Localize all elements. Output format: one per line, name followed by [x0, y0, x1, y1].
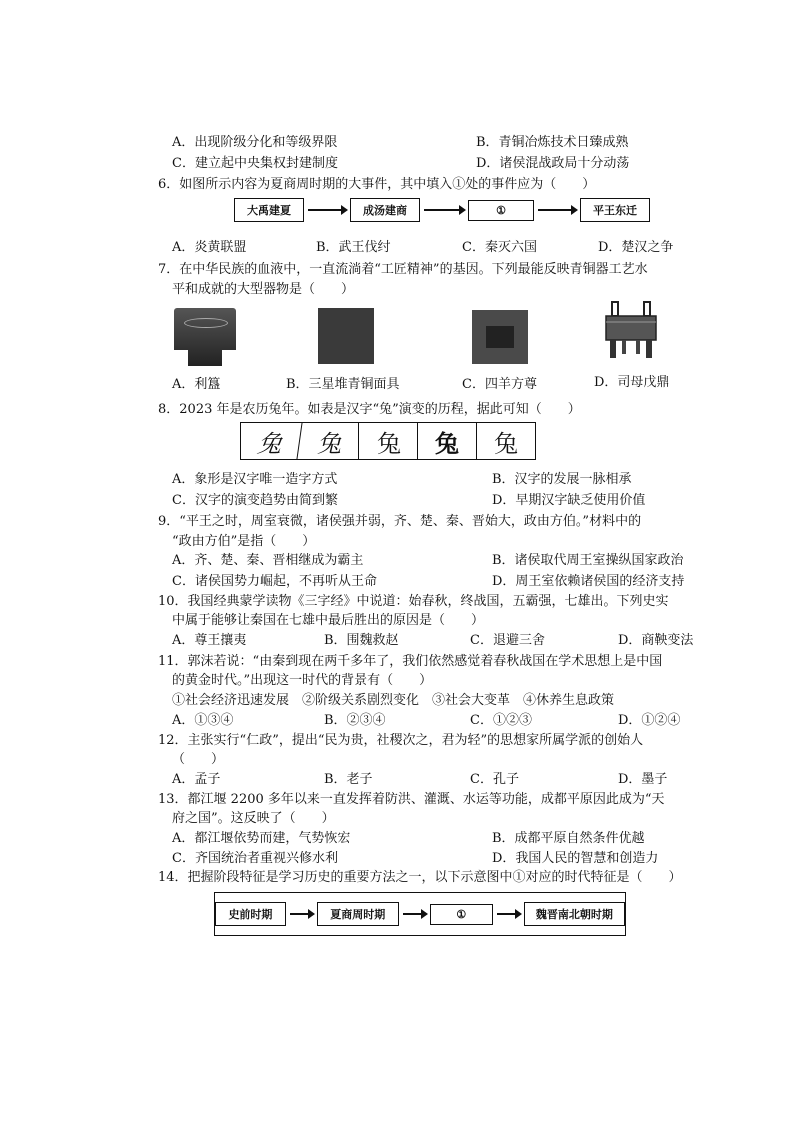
q13-option-a: A．都江堰依势而建，气势恢宏 — [172, 831, 351, 846]
q11-option-a: A．①③④ — [172, 713, 234, 728]
flow-box: 夏商周时期 — [317, 902, 399, 926]
q6-option-a: A．炎黄联盟 — [172, 240, 247, 255]
q11-items: ①社会经济迅速发展 ②阶级关系剧烈变化 ③社会大变革 ④休养生息政策 — [172, 693, 615, 708]
q12-option-d: D．墨子 — [618, 772, 668, 787]
q9-stem-line2: “政由方伯”是指（ ） — [172, 534, 316, 549]
arrow-icon — [403, 913, 426, 915]
q9-option-d: D．周王室依赖诸侯国的经济支持 — [492, 574, 685, 589]
arrow-icon — [538, 209, 576, 211]
q12-option-a: A．孟子 — [172, 772, 221, 787]
q11-stem-line1: 11．郭沫若说：“由秦到现在两千多年了，我们依然感觉着春秋战国在学术思想上是中国 — [158, 654, 663, 669]
rabbit-character-evolution-table — [240, 422, 536, 460]
flow-box: 成汤建商 — [350, 198, 420, 222]
q13-option-b: B．成都平原自然条件优越 — [492, 831, 645, 846]
flow-box: 大禹建夏 — [234, 198, 304, 222]
q12-stem-line1: 12．主张实行“仁政”，提出“民为贵，社稷次之，君为轻”的思想家所属学派的创始人 — [158, 733, 644, 748]
flow-box: ① — [430, 904, 493, 925]
q12-stem-line2: （ ） — [172, 752, 225, 767]
arrow-icon — [290, 913, 313, 915]
q13-stem-line1: 13．都江堰 2200 多年以来一直发挥着防洪、灌溉、水运等功能，成都平原因此成为“天 — [158, 792, 665, 807]
flow-box: 魏晋南北朝时期 — [524, 902, 625, 926]
simuwu-ding-image — [600, 298, 662, 360]
q11-option-b: B．②③④ — [324, 713, 386, 728]
q5-option-c: C．建立起中央集权封建制度 — [172, 156, 338, 171]
q8-option-d: D．早期汉字缺乏使用价值 — [492, 493, 646, 508]
ligui-bronze-vessel-image — [174, 308, 236, 366]
q14-stem: 14．把握阶段特征是学习历史的重要方法之一，以下示意图中①对应的时代特征是（ ） — [158, 870, 682, 885]
q13-option-d: D．我国人民的智慧和创造力 — [492, 851, 659, 866]
arrow-icon — [424, 209, 464, 211]
q7-stem-line2: 平和成就的大型器物是（ ） — [172, 282, 355, 297]
q10-option-d: D．商鞅变法 — [618, 633, 694, 648]
q7-option-a: A．利簋 — [172, 377, 221, 392]
clerical-script-glyph: 兔 — [418, 423, 477, 459]
flow-box: 史前时期 — [215, 902, 286, 926]
q7-option-c: C．四羊方尊 — [462, 377, 537, 392]
q5-option-d: D．诸侯混战政局十分动荡 — [476, 156, 630, 171]
q7-option-b: B．三星堆青铜面具 — [286, 377, 400, 392]
four-goat-square-zun-image — [472, 310, 528, 364]
regular-script-glyph: 兔 — [494, 429, 518, 458]
q9-option-b: B．诸侯取代周王室操纵国家政治 — [492, 553, 684, 568]
q9-stem-line1: 9．“平王之时，周室衰微，诸侯强并弱，齐、楚、秦、晋始大，政由方伯。”材料中的 — [158, 514, 642, 529]
arrow-icon — [497, 913, 520, 915]
arrow-icon — [308, 209, 346, 211]
q6-option-c: C．秦灭六国 — [462, 240, 537, 255]
seal-script-glyph: 兔 — [359, 423, 418, 459]
q11-stem-line2: 的黄金时代。”出现这一时代的背景有（ ） — [172, 673, 433, 688]
q11-option-c: C．①②③ — [470, 713, 532, 728]
q9-option-c: C．诸侯国势力崛起，不再听从王命 — [172, 574, 377, 589]
q8-stem: 8．2023 年是农历兔年。如表是汉字“兔”演变的历程，据此可知（ ） — [158, 402, 581, 417]
q6-flowchart — [234, 198, 650, 222]
flow-box: ① — [468, 200, 534, 221]
q5-option-b: B．青铜冶炼技术日臻成熟 — [476, 135, 629, 150]
q13-stem-line2: 府之国”。这反映了（ ） — [172, 811, 335, 826]
q13-option-c: C．齐国统治者重视兴修水利 — [172, 851, 338, 866]
q11-option-d: D．①②④ — [618, 713, 681, 728]
sanxingdui-bronze-mask-image — [318, 308, 374, 364]
q7-option-d: D．司母戊鼎 — [594, 375, 670, 390]
q10-stem-line1: 10．我国经典蒙学读物《三字经》中说道：始春秋，终战国，五霸强，七雄出。下列史实 — [158, 594, 669, 609]
q10-option-b: B．围魏救赵 — [324, 633, 399, 648]
q14-flowchart — [214, 892, 626, 936]
q6-stem: 6．如图所示内容为夏商周时期的大事件，其中填入①处的事件应为（ ） — [158, 177, 596, 192]
q6-option-b: B．武王伐纣 — [316, 240, 391, 255]
oracle-bone-glyph: 兔 — [238, 423, 302, 459]
flow-box: 平王东迁 — [580, 198, 650, 222]
q6-option-d: D．楚汉之争 — [598, 240, 674, 255]
q8-option-c: C．汉字的演变趋势由简到繁 — [172, 493, 338, 508]
q7-stem-line1: 7．在中华民族的血液中，一直流淌着“工匠精神”的基因。下列最能反映青铜器工艺水 — [158, 262, 648, 277]
q5-option-a: A．出现阶级分化和等级界限 — [172, 135, 338, 150]
q10-stem-line2: 中属于能够让秦国在七雄中最后胜出的原因是（ ） — [172, 613, 485, 628]
bronze-script-glyph: 兔 — [300, 423, 359, 459]
q8-option-b: B．汉字的发展一脉相承 — [492, 472, 632, 487]
q10-option-c: C．退避三舍 — [470, 633, 545, 648]
q10-option-a: A．尊王攘夷 — [172, 633, 247, 648]
q8-option-a: A．象形是汉字唯一造字方式 — [172, 472, 338, 487]
q12-option-c: C．孔子 — [470, 772, 519, 787]
q12-option-b: B．老子 — [324, 772, 373, 787]
q9-option-a: A．齐、楚、秦、晋相继成为霸主 — [172, 553, 364, 568]
